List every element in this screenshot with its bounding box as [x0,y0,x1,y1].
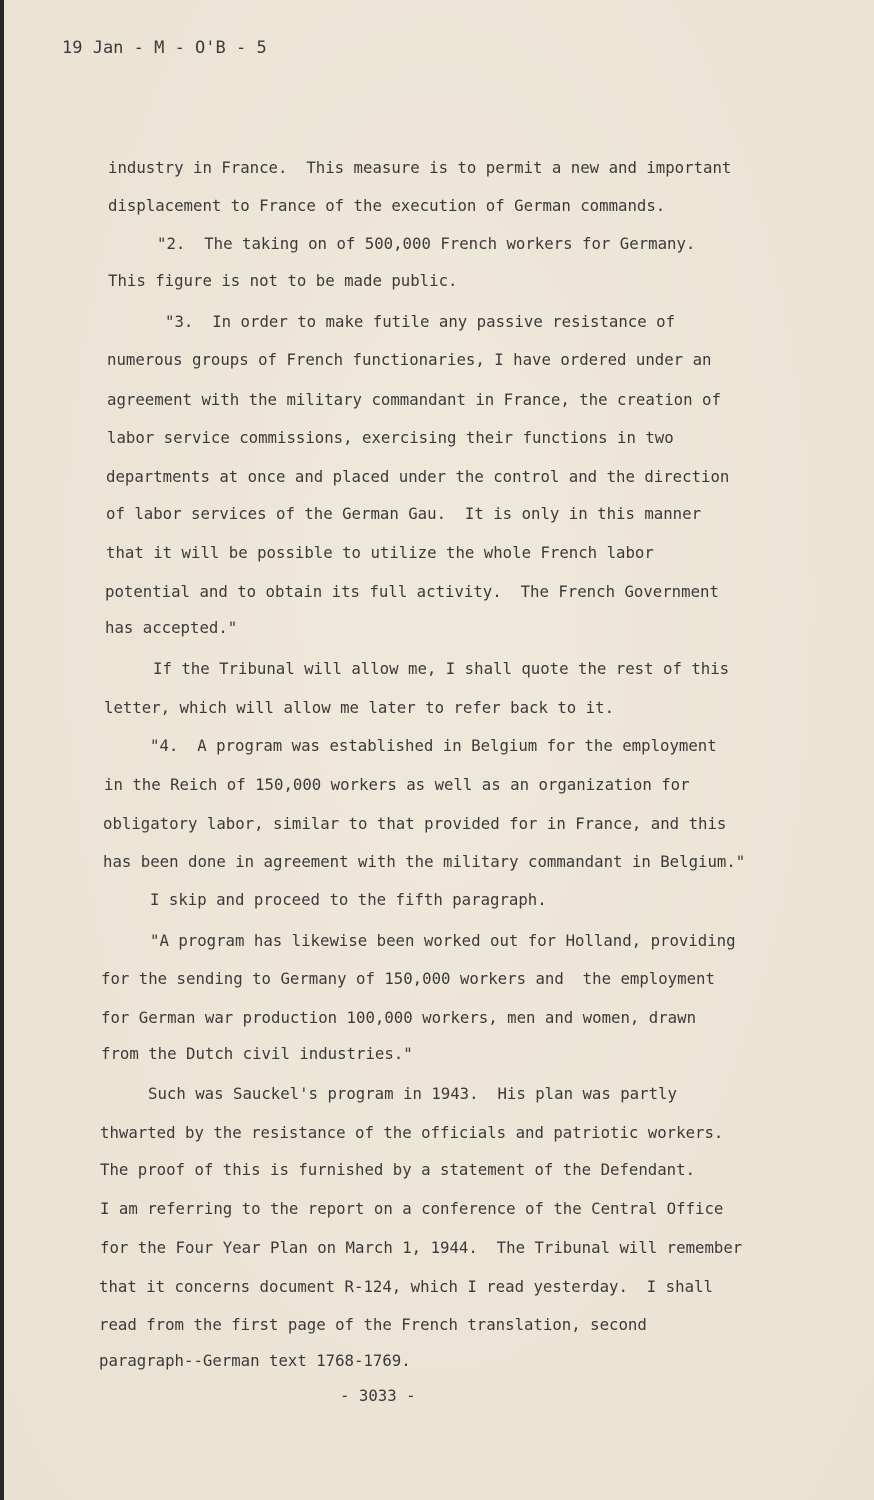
text-line: I skip and proceed to the fifth paragraph. [150,890,547,909]
text-line: from the Dutch civil industries." [101,1044,413,1063]
text-line: thwarted by the resistance of the officials and patriotic workers. [100,1123,724,1142]
text-line: for German war production 100,000 workers, men and women, drawn [101,1008,697,1027]
text-line: "A program has likewise been worked out for Holland, providing [150,931,736,950]
text-line: paragraph--German text 1768-1769. [99,1351,411,1370]
text-line: "2. The taking on of 500,000 French workers for Germany. [157,234,696,253]
text-line: letter, which will allow me later to refer back to it. [104,698,615,717]
text-line: for the sending to Germany of 150,000 workers and the employment [101,969,715,988]
text-line: that it will be possible to utilize the whole French labor [106,543,654,562]
text-line: that it concerns document R-124, which I read yesterday. I shall [99,1277,713,1296]
text-line: "4. A program was established in Belgium for the employment [150,736,717,755]
page-edge [0,0,4,1500]
text-line: "3. In order to make futile any passive resistance of [165,312,676,331]
text-line: for the Four Year Plan on March 1, 1944. The Tribunal will remember [100,1238,743,1257]
page-header: 19 Jan - M - O'B - 5 [62,38,267,58]
text-line: departments at once and placed under the control and the direction [106,467,730,486]
text-line: obligatory labor, similar to that provided for in France, and this [103,814,727,833]
text-line: agreement with the military commandant in France, the creation of [107,390,721,409]
text-line: If the Tribunal will allow me, I shall quote the rest of this [153,659,730,678]
text-line: in the Reich of 150,000 workers as well as an organization for [104,775,690,794]
text-line: Such was Sauckel's program in 1943. His plan was partly [148,1084,677,1103]
text-line: numerous groups of French functionaries, I have ordered under an [107,350,712,369]
text-line: has accepted." [105,618,238,637]
text-line: of labor services of the German Gau. It is only in this manner [106,504,702,523]
text-line: industry in France. This measure is to permit a new and important [108,158,732,177]
text-line: potential and to obtain its full activity. The French Government [105,582,719,601]
text-line: has been done in agreement with the military commandant in Belgium." [103,852,746,871]
text-line: The proof of this is furnished by a statement of the Defendant. [100,1160,696,1179]
page-number: - 3033 - [340,1386,416,1405]
text-line: I am referring to the report on a conference of the Central Office [100,1199,724,1218]
text-line: labor service commissions, exercising their functions in two [107,428,674,447]
text-line: read from the first page of the French translation, second [99,1315,647,1334]
text-line: This figure is not to be made public. [108,271,458,290]
text-line: displacement to France of the execution of German commands. [108,196,666,215]
